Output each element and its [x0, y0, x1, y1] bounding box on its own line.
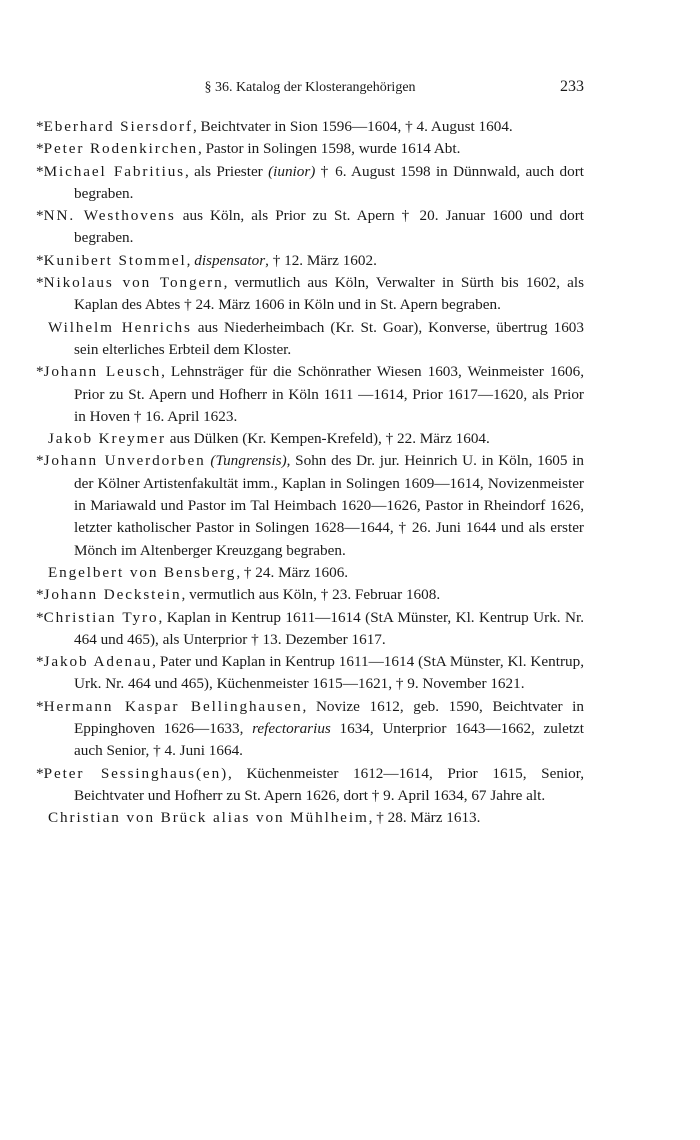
entry-text: , Pater und Kaplan in Kentrup 1611—1614 (StA Münster, Kl. Kentrup, Urk. Nr. 464 und 465), Küchenmeister 1615—1621, † 9. November 1621.	[74, 653, 584, 693]
entry-italic-text: (iunior)	[268, 162, 316, 180]
entry-italic-text: refectorarius	[252, 720, 331, 738]
entry-text: , Küchenmeister 1612—1614, Prior 1615, Senior, Beichtvater und Hofherr zu St. Apern 1626, dort † 9. April 1634, 67 Jahre alt.	[74, 764, 584, 804]
entry-name: Christian von Brück alias von Mühlheim	[48, 809, 369, 827]
entry-name: Jakob Adenau	[43, 653, 153, 671]
entry-star: *	[36, 653, 44, 671]
entry-star: *	[36, 697, 44, 715]
entry-name: Johann Unverdorben	[43, 452, 206, 470]
page-header	[36, 78, 584, 100]
entry-name: Johann Deckstein	[43, 586, 182, 604]
entry-star: *	[36, 764, 44, 782]
entry-text: aus Köln, als Prior zu St. Apern † 20. Januar 1600 und dort begraben.	[74, 207, 584, 247]
entry-name: Peter Rodenkirchen	[43, 140, 198, 158]
entry-name: Wilhelm Henrichs	[48, 318, 192, 336]
entry-text: , Kaplan in Kentrup 1611—1614 (StA Münster, Kl. Kentrup Urk. Nr. 464 und 465), als Unterprior † 13. Dezember 1617.	[74, 608, 584, 648]
entry-name: Eberhard Siersdorf	[43, 118, 193, 135]
entry-text: , als Priester	[185, 162, 269, 180]
entry-text: , Lehnsträger für die Schönrather Wiesen 1603, Weinmeister 1606, Prior zu St. Apern und Hofherr in Köln 1611 —1614, Prior 1617—1620, als Prior in Hoven † 16. April 1623.	[74, 363, 584, 425]
entry-star: *	[36, 207, 44, 225]
entry-star: *	[36, 608, 44, 626]
entry-name: Christian Tyro	[43, 608, 159, 626]
entry-name: NN. Westhovens	[43, 207, 176, 225]
entry-text-continued: † 6. August 1598 in Dünnwald, auch dort begraben.	[74, 162, 584, 202]
entry-text: , Beichtvater in Sion 1596—1604, † 4. August 1604.	[192, 118, 513, 135]
entry-star: *	[36, 251, 44, 269]
catalog-entry	[36, 272, 584, 317]
entry-text: , † 24. März 1606.	[236, 563, 349, 581]
entry-italic-text: (Tungrensis)	[210, 452, 287, 470]
page-number: 233	[560, 78, 584, 95]
catalog-entries	[36, 116, 584, 830]
catalog-entry	[36, 450, 584, 561]
catalog-entry	[36, 807, 584, 829]
catalog-entry	[36, 116, 584, 138]
entry-text-continued: , Sohn des Dr. jur. Heinrich U. in Köln, 1605 in der Kölner Artistenfakultät imm., Kaplan in Solingen 1609—1614, Novizenmeister in Mariawald und Pastor im Tal Heimbach 1620—1626, Pastor in Rheindorf 1626, letzter katholischer Pastor in Solingen 1628—1644, † 26. Juni 1644 und als erster Mönch im Altenberger Kreuzgang begraben.	[74, 452, 585, 559]
catalog-entry	[36, 763, 584, 808]
entry-text-continued: 1634, Unterprior 1643—1662, zuletzt auch Senior, † 4. Juni 1664.	[74, 720, 584, 760]
entry-name: Johann Leusch	[43, 363, 162, 381]
entry-text-continued: , † 12. März 1602.	[265, 251, 377, 269]
entry-text: , Novize 1612, geb. 1590, Beichtvater in Eppinghoven 1626—1633,	[74, 697, 584, 738]
entry-star: *	[36, 140, 44, 158]
entry-text: , vermutlich aus Köln, † 23. Februar 1608.	[181, 586, 441, 604]
entry-text: aus Niederheimbach (Kr. St. Goar), Konverse, übertrug 1603 sein elterliches Erbteil dem Kloster.	[74, 318, 584, 358]
entry-name: Engelbert von Bensberg	[48, 563, 237, 581]
entry-text: , vermutlich aus Köln, Verwalter in Sürth bis 1602, als Kaplan des Abtes † 24. März 1606 in Köln und in St. Apern begraben.	[74, 274, 584, 314]
entry-text: , Pastor in Solingen 1598, wurde 1614 Abt.	[198, 140, 461, 158]
entry-star: *	[36, 162, 44, 180]
catalog-entry	[36, 607, 584, 652]
catalog-entry	[36, 361, 584, 428]
entry-name: Peter Sessinghaus(en)	[43, 764, 229, 782]
entry-text: , † 28. März 1613.	[368, 809, 481, 827]
entry-star: *	[36, 274, 44, 292]
entry-name: Hermann Kaspar Bellinghausen	[43, 697, 303, 715]
entry-text: aus Dülken (Kr. Kempen-Krefeld), † 22. März 1604.	[165, 430, 490, 448]
entry-star: *	[36, 452, 44, 470]
entry-star: *	[36, 118, 44, 135]
catalog-entry	[36, 651, 584, 696]
entry-star: *	[36, 586, 44, 604]
catalog-entry	[36, 428, 584, 450]
entry-name: Michael Fabritius	[43, 162, 185, 180]
catalog-entry	[36, 205, 584, 250]
running-head: § 36. Katalog der Klosterangehörigen	[204, 80, 416, 95]
entry-name: Jakob Kreymer	[48, 430, 166, 448]
catalog-entry	[36, 138, 584, 160]
catalog-entry	[36, 250, 584, 272]
catalog-entry	[36, 161, 584, 206]
catalog-entry	[36, 562, 584, 584]
entry-text: ,	[186, 251, 195, 269]
catalog-entry	[36, 584, 584, 606]
entry-name: Nikolaus von Tongern	[43, 274, 224, 292]
entry-name: Kunibert Stommel	[43, 251, 187, 269]
entry-star: *	[36, 363, 44, 381]
catalog-entry	[36, 696, 584, 763]
entry-italic-text: dispensator	[194, 251, 266, 269]
catalog-entry	[36, 317, 584, 362]
